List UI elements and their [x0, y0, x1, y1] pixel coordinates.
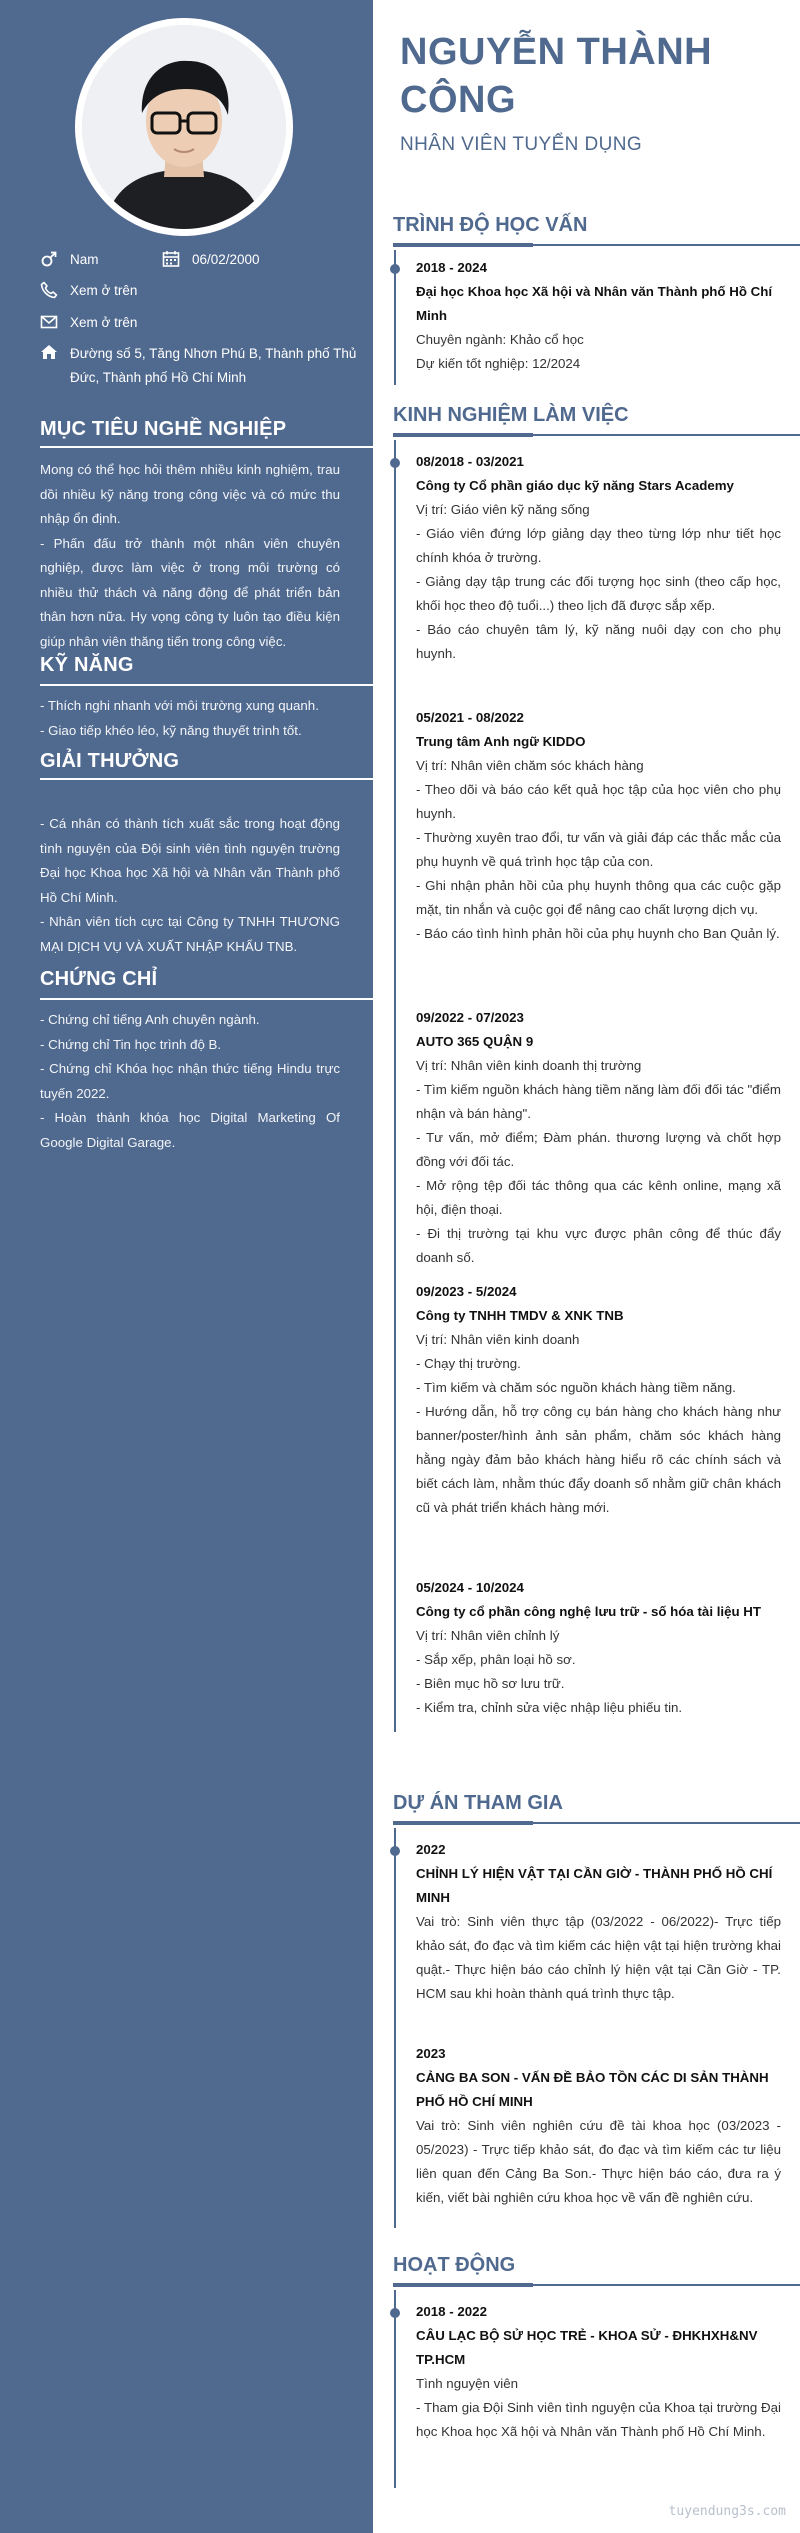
experience-entry [416, 1280, 781, 1520]
projects-divider-accent [393, 1821, 533, 1825]
awards-line: - Cá nhân có thành tích xuất sắc trong hoạt động tình nguyện của Đội sinh viên tình nguyện trường Đại học Khoa học Xã hội và Nhân văn Thành phố Hồ Chí Minh. [40, 816, 340, 905]
entry-organization: Công ty cổ phần công nghệ lưu trữ - số hóa tài liệu HT [416, 1604, 762, 1619]
candidate-position: NHÂN VIÊN TUYỂN DỤNG [400, 134, 643, 155]
objective-line: - Phấn đấu trở thành một nhân viên chuyên nghiệp, được làm việc ở trong môi trường có nhiều thử thách và năng động để phát triển bản thân hơn nữa. Hy vọng công ty luôn tạo điều kiện giúp nhân viên thăng tiến trong công việc. [40, 535, 340, 649]
education-title: TRÌNH ĐỘ HỌC VẤN [393, 214, 588, 236]
entry-line: - Hướng dẫn, hỗ trợ công cụ bán hàng cho khách hàng như banner/poster/hình ảnh sản phẩm, chăm sóc khách hàng hằng ngày đảm bảo khách hàng hiểu rõ các chính sách và biết cách làm, nhằm thúc đẩy doanh số nhằm giữ chân khách cũ và phát triển khách hàng mới. [416, 1404, 781, 1515]
timeline-dot [390, 264, 400, 274]
entry-line: - Báo cáo tình hình phản hồi của phụ huynh cho Ban Quản lý. [416, 926, 780, 941]
entry-date: 05/2021 - 08/2022 [416, 710, 524, 725]
entry-organization: CÂU LẠC BỘ SỬ HỌC TRẺ - KHOA SỬ - ĐHKHXH&NV TP.HCM [416, 2328, 758, 2367]
entry-line: Vị trí: Nhân viên chăm sóc khách hàng [416, 758, 644, 773]
avatar-portrait-icon [82, 25, 286, 229]
entry-line: Dự kiến tốt nghiệp: 12/2024 [416, 356, 581, 371]
avatar-frame [75, 18, 293, 236]
entry-organization: Trung tâm Anh ngữ KIDDO [416, 734, 586, 749]
entry-line: - Tư vấn, mở điểm; Đàm phán. thương lượng và chốt hợp đồng với đối tác. [416, 1130, 781, 1169]
timeline-dot [390, 2308, 400, 2318]
activities-timeline [394, 2290, 396, 2488]
phone-value: Xem ở trên [70, 283, 138, 298]
entry-line: - Giáo viên đứng lớp giảng dạy theo từng lớp như tiết học chính khóa ở trường. [416, 526, 781, 565]
birthday-value: 06/02/2000 [192, 252, 260, 267]
project-entry [416, 1838, 781, 2006]
projects-title: DỰ ÁN THAM GIA [393, 1792, 563, 1814]
entry-line: Vị trí: Nhân viên kinh doanh thị trường [416, 1058, 642, 1073]
entry-organization: Công ty TNHH TMDV & XNK TNB [416, 1308, 624, 1323]
home-icon [40, 343, 58, 361]
entry-date: 2018 - 2024 [416, 260, 487, 275]
entry-line: - Sắp xếp, phân loại hồ sơ. [416, 1652, 576, 1667]
entry-line: Vị trí: Giáo viên kỹ năng sống [416, 502, 590, 517]
address-value: Đường số 5, Tăng Nhơn Phú B, Thành phố Thủ Đức, Thành phố Hồ Chí Minh [70, 346, 357, 385]
entry-line: Tình nguyện viên [416, 2376, 519, 2391]
entry-date: 05/2024 - 10/2024 [416, 1580, 524, 1595]
email-icon [40, 313, 58, 331]
entry-date: 08/2018 - 03/2021 [416, 454, 524, 469]
activities-title: HOẠT ĐỘNG [393, 2254, 516, 2276]
education-divider-accent [393, 243, 533, 247]
gender-value: Nam [70, 252, 99, 267]
objective-line: Mong có thể học hỏi thêm nhiều kinh nghiệm, trau dồi nhiều kỹ năng trong công việc và có mức thu nhập ổn định. [40, 462, 340, 526]
skills-text [40, 694, 340, 743]
experience-divider-accent [393, 433, 533, 437]
entry-organization: CHỈNH LÝ HIỆN VẬT TẠI CẦN GIỜ - THÀNH PHỐ HỒ CHÍ MINH [416, 1866, 773, 1905]
entry-line: Vai trò: Sinh viên nghiên cứu đề tài khoa học (03/2023 - 05/2023) - Trực tiếp khảo sát, đo đạc và tìm kiếm các tư liệu liên quan đến Cảng Ba Son.- Thực hiện báo cáo, đưa ra ý kiến, viết bài nghiên cứu khoa học về vấn đề nghiên cứu. [416, 2118, 781, 2205]
activities-divider-accent [393, 2283, 533, 2287]
entry-date: 09/2023 - 5/2024 [416, 1284, 517, 1299]
main-content [373, 0, 800, 2533]
avatar [82, 25, 286, 229]
certificates-title: CHỨNG CHỈ [40, 968, 158, 990]
watermark: tuyendung3s.com [668, 2504, 786, 2519]
calendar-icon [162, 250, 180, 268]
certificates-line: - Chứng chỉ Khóa học nhận thức tiếng Hindu trực tuyến 2022. [40, 1061, 340, 1101]
skills-divider [40, 684, 373, 686]
phone-icon [40, 281, 58, 299]
entry-line: - Kiểm tra, chỉnh sửa việc nhập liệu phiếu tin. [416, 1700, 683, 1715]
entry-line: - Giảng dạy tập trung các đối tượng học sinh (theo cấp học, khối học theo độ tuổi...) theo lịch đã được sắp xếp. [416, 574, 781, 613]
entry-line: - Ghi nhận phản hồi của phụ huynh thông qua các cuộc gặp mặt, tin nhắn và cuộc gọi để nâng cao chất lượng dịch vụ. [416, 878, 781, 917]
entry-organization: AUTO 365 QUẬN 9 [416, 1034, 534, 1049]
name-line: CÔNG [400, 79, 516, 121]
experience-entry [416, 1576, 781, 1720]
entry-line: - Chạy thị trường. [416, 1356, 521, 1371]
experience-timeline [394, 440, 396, 1732]
awards-title: GIẢI THƯỞNG [40, 750, 180, 772]
certificates-text [40, 1008, 340, 1155]
awards-text [40, 812, 340, 959]
entry-line: - Tìm kiếm và chăm sóc nguồn khách hàng tiềm năng. [416, 1380, 736, 1395]
candidate-name [400, 28, 712, 124]
entry-line: - Tìm kiếm nguồn khách hàng tiềm năng làm đối đối tác "điểm nhận và bán hàng". [416, 1082, 781, 1121]
experience-entry [416, 1006, 781, 1270]
entry-date: 2018 - 2022 [416, 2304, 487, 2319]
entry-organization: Đại học Khoa học Xã hội và Nhân văn Thành phố Hồ Chí Minh [416, 284, 773, 323]
awards-line: - Nhân viên tích cực tại Công ty TNHH THƯƠNG MẠI DỊCH VỤ VÀ XUẤT NHẬP KHẨU TNB. [40, 914, 340, 954]
objective-divider [40, 446, 373, 448]
email-value: Xem ở trên [70, 315, 138, 330]
projects-timeline [394, 1828, 396, 2228]
certificates-line: - Chứng chỉ Tin học trình độ B. [40, 1036, 222, 1052]
entry-line: - Tham gia Đội Sinh viên tình nguyện của Khoa tại trường Đại học Khoa học Xã hội và Nhân văn Thành phố Hồ Chí Minh. [416, 2400, 781, 2439]
activity-entry [416, 2300, 781, 2444]
entry-line: - Đi thị trường tại khu vực được phân công để thúc đẩy doanh số. [416, 1226, 781, 1265]
entry-date: 2022 [416, 1842, 446, 1857]
entry-line: - Mở rộng tệp đối tác thông qua các kênh online, mạng xã hội, điện thoại. [416, 1178, 781, 1217]
entry-line: - Biên mục hồ sơ lưu trữ. [416, 1676, 565, 1691]
entry-line: Vị trí: Nhân viên chỉnh lý [416, 1628, 560, 1643]
entry-line: - Theo dõi và báo cáo kết quả học tập của học viên cho phụ huynh. [416, 782, 781, 821]
experience-entry [416, 706, 781, 946]
entry-line: Chuyên ngành: Khảo cổ học [416, 332, 584, 347]
skills-line: - Giao tiếp khéo léo, kỹ năng thuyết trình tốt. [40, 722, 302, 738]
name-line: NGUYỄN THÀNH [400, 31, 713, 73]
experience-entry [416, 450, 781, 666]
entry-line: - Báo cáo chuyên tâm lý, kỹ năng nuôi dạy con cho phụ huynh. [416, 622, 781, 661]
objective-title: MỤC TIÊU NGHỀ NGHIỆP [40, 418, 287, 440]
experience-title: KINH NGHIỆM LÀM VIỆC [393, 404, 629, 426]
skills-line: - Thích nghi nhanh với môi trường xung quanh. [40, 698, 319, 713]
awards-divider [40, 778, 373, 780]
project-entry [416, 2042, 781, 2210]
certificates-line: - Hoàn thành khóa học Digital Marketing Of Google Digital Garage. [40, 1110, 340, 1150]
education-entry [416, 256, 781, 376]
gender-icon [40, 250, 58, 268]
entry-organization: Công ty Cổ phần giáo dục kỹ năng Stars Academy [416, 478, 734, 493]
timeline-dot [390, 1846, 400, 1856]
entry-line: - Thường xuyên trao đổi, tư vấn và giải đáp các thắc mắc của phụ huynh về quá trình học tập của con. [416, 830, 781, 869]
skills-title: KỸ NĂNG [40, 654, 134, 676]
entry-line: Vị trí: Nhân viên kinh doanh [416, 1332, 580, 1347]
entry-date: 09/2022 - 07/2023 [416, 1010, 524, 1025]
objective-text [40, 458, 340, 654]
certificates-line: - Chứng chỉ tiếng Anh chuyên ngành. [40, 1012, 260, 1027]
sidebar [0, 0, 373, 2533]
entry-organization: CẢNG BA SON - VẤN ĐỀ BẢO TỒN CÁC DI SẢN THÀNH PHỐ HỒ CHÍ MINH [416, 2070, 769, 2109]
entry-line: Vai trò: Sinh viên thực tập (03/2022 - 06/2022)- Trực tiếp khảo sát, đo đạc và tìm kiếm các hiện vật tại hiện trường khai quật.- Thực hiện báo cáo chỉnh lý hiện vật tại Cần Giờ - TP. HCM sau khi hoàn thành quá trình thực tập. [416, 1914, 781, 2001]
timeline-dot [390, 458, 400, 468]
entry-date: 2023 [416, 2046, 446, 2061]
certificates-divider [40, 998, 373, 1000]
